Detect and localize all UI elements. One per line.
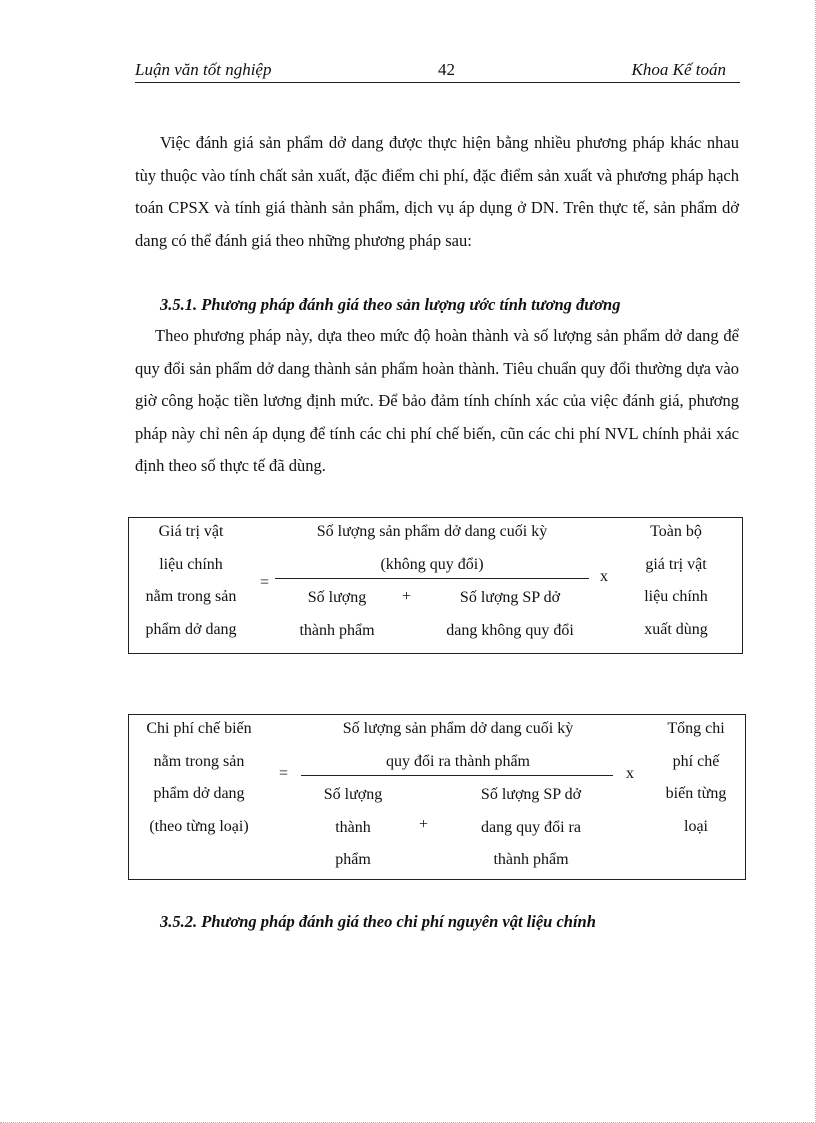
formula1-rhs-line: giá trị vật (645, 555, 707, 573)
formula1-denominator-a-line: Số lượng (307, 589, 367, 606)
formula2-fraction-bar (301, 775, 613, 776)
formula1-numerator-line: Số lượng sản phẩm dở dang cuối kỳ (316, 523, 548, 540)
formula2-times: x (626, 765, 634, 782)
formula-box-processing-cost (128, 714, 746, 880)
formula2-denominator-b (449, 779, 613, 877)
formula2-denominator-a-line: Số lượng (323, 786, 383, 803)
formula2-plus: + (419, 816, 429, 833)
formula2-lhs (129, 713, 269, 843)
formula2-denominator-a-line: thành (335, 818, 371, 836)
section-heading-3-5-2: 3.5.2. Phương pháp đánh giá theo chi phí nguyên vật liệu chính (160, 912, 596, 931)
formula1-rhs-line: Toàn bộ (650, 523, 702, 540)
formula1-numerator-line: (không quy đổi) (380, 555, 484, 573)
formula2-lhs-line: phẩm dở dang (153, 785, 245, 802)
formula1-lhs-line: Giá trị vật (158, 523, 224, 540)
formula1-rhs-line: liệu chính (644, 588, 708, 605)
header-thesis-label: Luận văn tốt nghiệp (135, 60, 272, 79)
formula1-denominator-b-line: dang không quy đổi (446, 621, 574, 639)
formula2-rhs-line: loại (684, 817, 708, 835)
formula-box-materials (128, 517, 743, 654)
formula2-equals: = (279, 765, 289, 782)
formula1-rhs-line: xuất dùng (644, 620, 708, 638)
formula1-lhs (129, 516, 253, 646)
formula1-times: x (600, 568, 608, 585)
formula2-numerator-line: Số lượng sản phẩm dở dang cuối kỳ (342, 720, 574, 737)
formula2-lhs-line: (theo từng loại) (149, 817, 249, 835)
formula2-lhs-line: Chi phí chế biến (146, 720, 252, 737)
section-heading-3-5-1: 3.5.1. Phương pháp đánh giá theo sản lượng ước tính tương đương (160, 295, 621, 314)
formula2-rhs-line: Tổng chi (667, 720, 725, 737)
formula2-denominator-b-line: dang quy đổi ra (481, 818, 581, 836)
formula1-denominator-a (279, 582, 395, 647)
formula1-denominator-a-line: thành phẩm (299, 621, 375, 639)
formula2-numerator (303, 713, 613, 778)
formula1-equals: = (260, 574, 270, 591)
formula2-denominator-b-line: Số lượng SP dở (480, 786, 582, 803)
intro-paragraph: Việc đánh giá sản phẩm dở dang được thực hiện bằng nhiều phương pháp khác nhau tùy thuộc vào tính chất sản xuất, đặc điểm chi phí, đặc điểm sản xuất và phương pháp hạch toán CPSX và tính giá thành sản phẩm, dịch vụ áp dụng ở DN. Trên thực tế, sản phẩm dở dang có thể đánh giá theo những phương pháp sau: (135, 133, 739, 250)
formula2-denominator-a (305, 779, 401, 877)
formula2-denominator-a-line: phẩm (335, 851, 371, 868)
formula1-rhs (619, 516, 733, 646)
formula2-rhs-line: phí chế (672, 752, 720, 770)
page-header (135, 58, 740, 83)
formula2-rhs-line: biến từng (665, 785, 727, 802)
formula1-plus: + (402, 588, 412, 605)
formula1-lhs-line: liệu chính (159, 555, 223, 573)
formula1-denominator-b (425, 582, 595, 647)
page-number: 42 (438, 60, 455, 79)
formula1-lhs-line: phẩm dở dang (145, 620, 237, 638)
formula2-lhs-line: nằm trong sản (153, 752, 245, 770)
formula2-rhs (643, 713, 749, 843)
formula1-numerator (279, 516, 585, 581)
formula2-numerator-line: quy đổi ra thành phẩm (386, 752, 530, 770)
formula1-fraction-bar (275, 578, 589, 579)
header-department: Khoa Kế toán (631, 60, 726, 79)
formula1-lhs-line: nằm trong sản (145, 588, 237, 605)
method-paragraph: Theo phương pháp này, dựa theo mức độ hoàn thành và số lượng sản phẩm dở dang để quy đổi sản phẩm dở dang thành sản phẩm hoàn thành. Tiêu chuẩn quy đổi thường dựa vào giờ công hoặc tiền lương định mức. Để bảo đảm tính chính xác của việc đánh giá, phương pháp này chỉ nên áp dụng để tính các chi phí chế biến, cũn các chi phí NVL chính phải xác định theo số thực tế đã dùng. (135, 326, 739, 475)
formula1-denominator-b-line: Số lượng SP dở (459, 589, 561, 606)
formula2-denominator-b-line: thành phẩm (493, 851, 569, 868)
